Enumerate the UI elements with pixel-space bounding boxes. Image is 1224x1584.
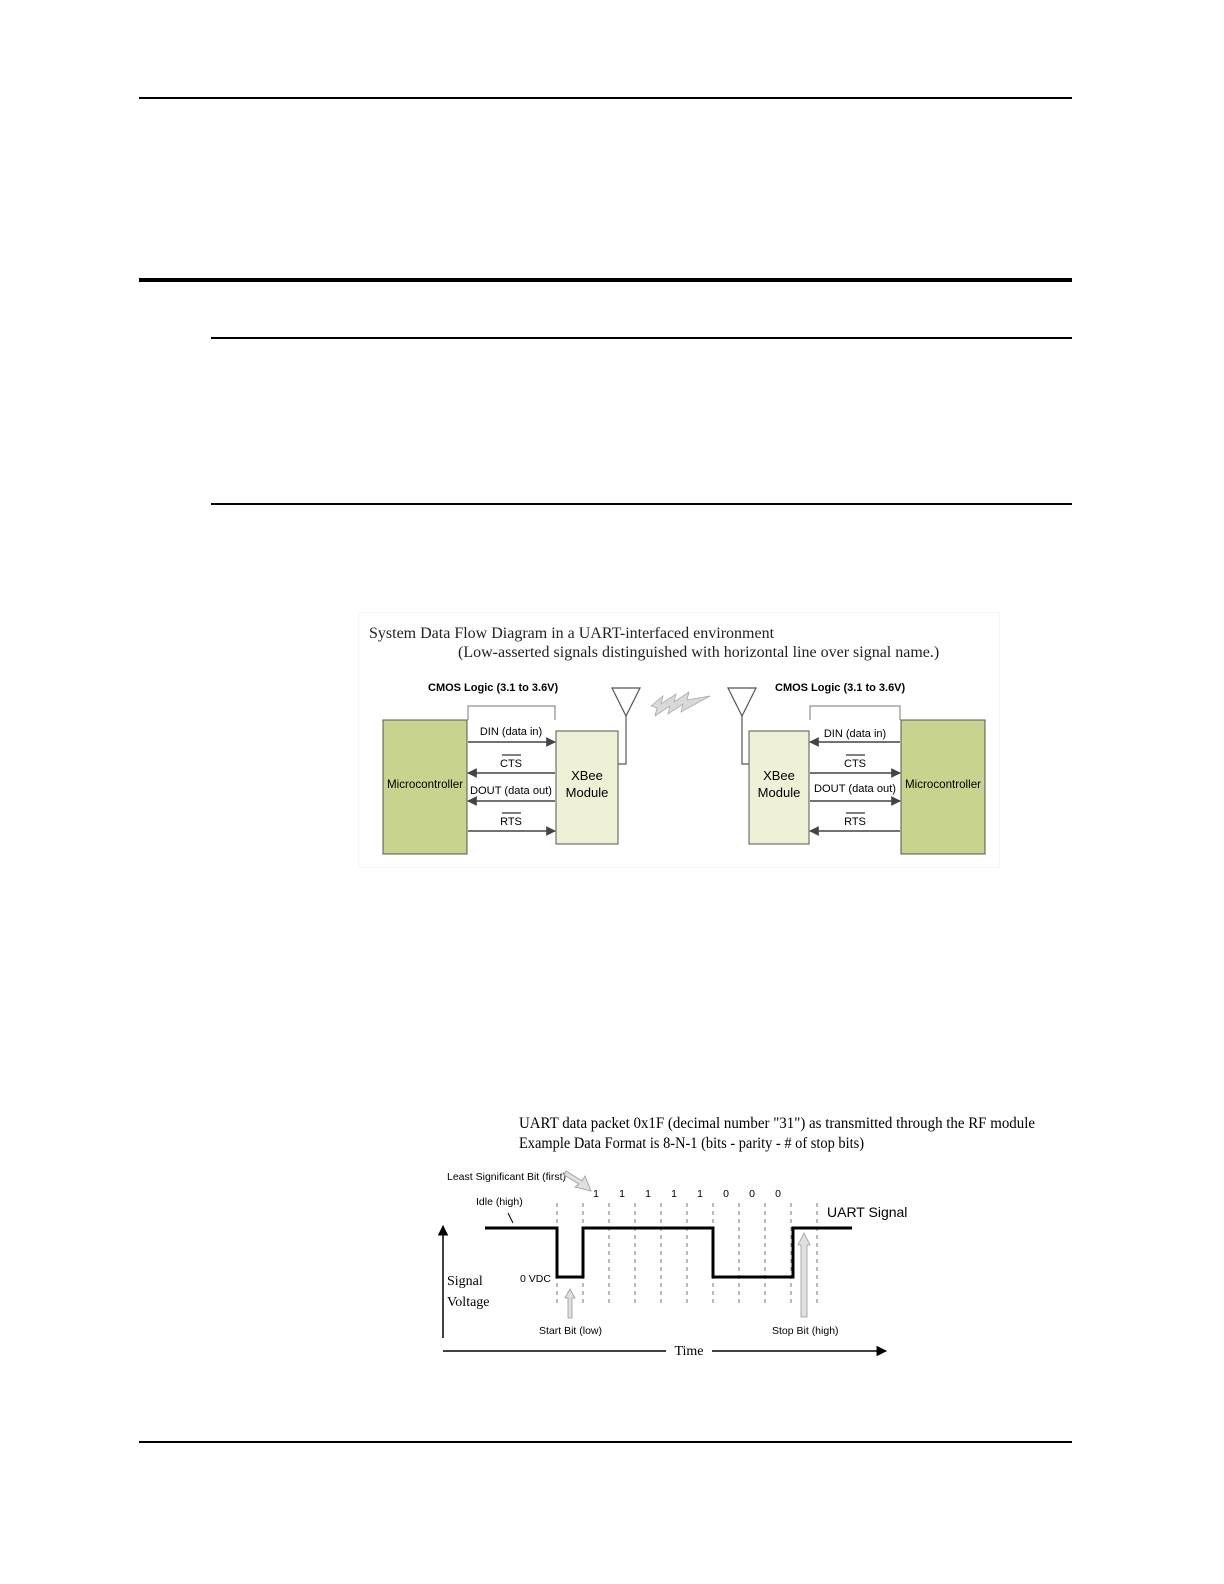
lsb-label: Least Significant Bit (first)	[447, 1171, 567, 1183]
cmos-label-left: CMOS Logic (3.1 to 3.6V)	[428, 682, 559, 694]
idle-label: Idle (high)	[476, 1196, 523, 1208]
bit-value: 1	[645, 1188, 651, 1200]
microcontroller-right-label: Microcontroller	[905, 777, 982, 791]
din-label-left: DIN (data in)	[479, 726, 543, 738]
xbee-right-label-1: XBee	[763, 768, 795, 783]
stop-bit-label: Stop Bit (high)	[772, 1325, 839, 1337]
cmos-label-right: CMOS Logic (3.1 to 3.6V)	[775, 682, 906, 694]
y-axis-label-2: Voltage	[447, 1295, 490, 1310]
rts-label-right: RTS	[844, 816, 866, 828]
section-rule-thick	[139, 278, 1072, 282]
data-flow-diagram	[358, 612, 1000, 868]
bit-value: 1	[593, 1188, 599, 1200]
y-axis-label-1: Signal	[447, 1274, 483, 1289]
uart-waveform	[485, 1228, 852, 1277]
bit-value: 0	[723, 1188, 729, 1200]
zero-vdc-label: 0 VDC	[520, 1273, 551, 1285]
xbee-right-label-2: Module	[757, 785, 801, 800]
uart-timing-diagram	[430, 1105, 1050, 1365]
timing-title-line2: Example Data Format is 8-N-1 (bits - parity - # of stop bits)	[519, 1135, 864, 1152]
diagram-title: System Data Flow Diagram in a UART-interfaced environment	[369, 625, 775, 642]
subsection-rule-top	[211, 337, 1072, 339]
start-bit-arrow-icon	[565, 1289, 575, 1318]
lsb-arrow-icon	[564, 1171, 591, 1191]
bit-value: 1	[671, 1188, 677, 1200]
start-bit-label: Start Bit (low)	[539, 1325, 603, 1337]
bit-values	[593, 1188, 781, 1200]
bit-boundaries	[557, 1203, 817, 1303]
bit-value: 0	[749, 1188, 755, 1200]
header-rule	[139, 97, 1072, 99]
bit-value: 1	[697, 1188, 703, 1200]
cts-label-right: CTS	[844, 758, 866, 770]
bit-value: 1	[619, 1188, 625, 1200]
rts-label-left: RTS	[500, 816, 522, 828]
din-label-right: DIN (data in)	[823, 728, 887, 740]
subsection-rule-bottom	[211, 503, 1072, 505]
timing-title-line1: UART data packet 0x1F (decimal number "31") as transmitted through the RF module	[519, 1115, 1035, 1132]
uart-signal-label: UART Signal	[827, 1204, 908, 1220]
time-label: Time	[674, 1344, 704, 1359]
diagram-subtitle: (Low-asserted signals distinguished with horizontal line over signal name.)	[458, 644, 940, 661]
xbee-left-label-1: XBee	[571, 768, 603, 783]
cts-label-left: CTS	[500, 758, 522, 770]
bit-value: 0	[775, 1188, 781, 1200]
stop-bit-arrow-icon	[798, 1233, 810, 1317]
xbee-left-label-2: Module	[565, 785, 609, 800]
footer-rule	[139, 1441, 1072, 1443]
dout-label-right: DOUT (data out)	[814, 783, 896, 795]
dout-label-left: DOUT (data out)	[470, 785, 552, 797]
microcontroller-left-label: Microcontroller	[387, 777, 464, 791]
